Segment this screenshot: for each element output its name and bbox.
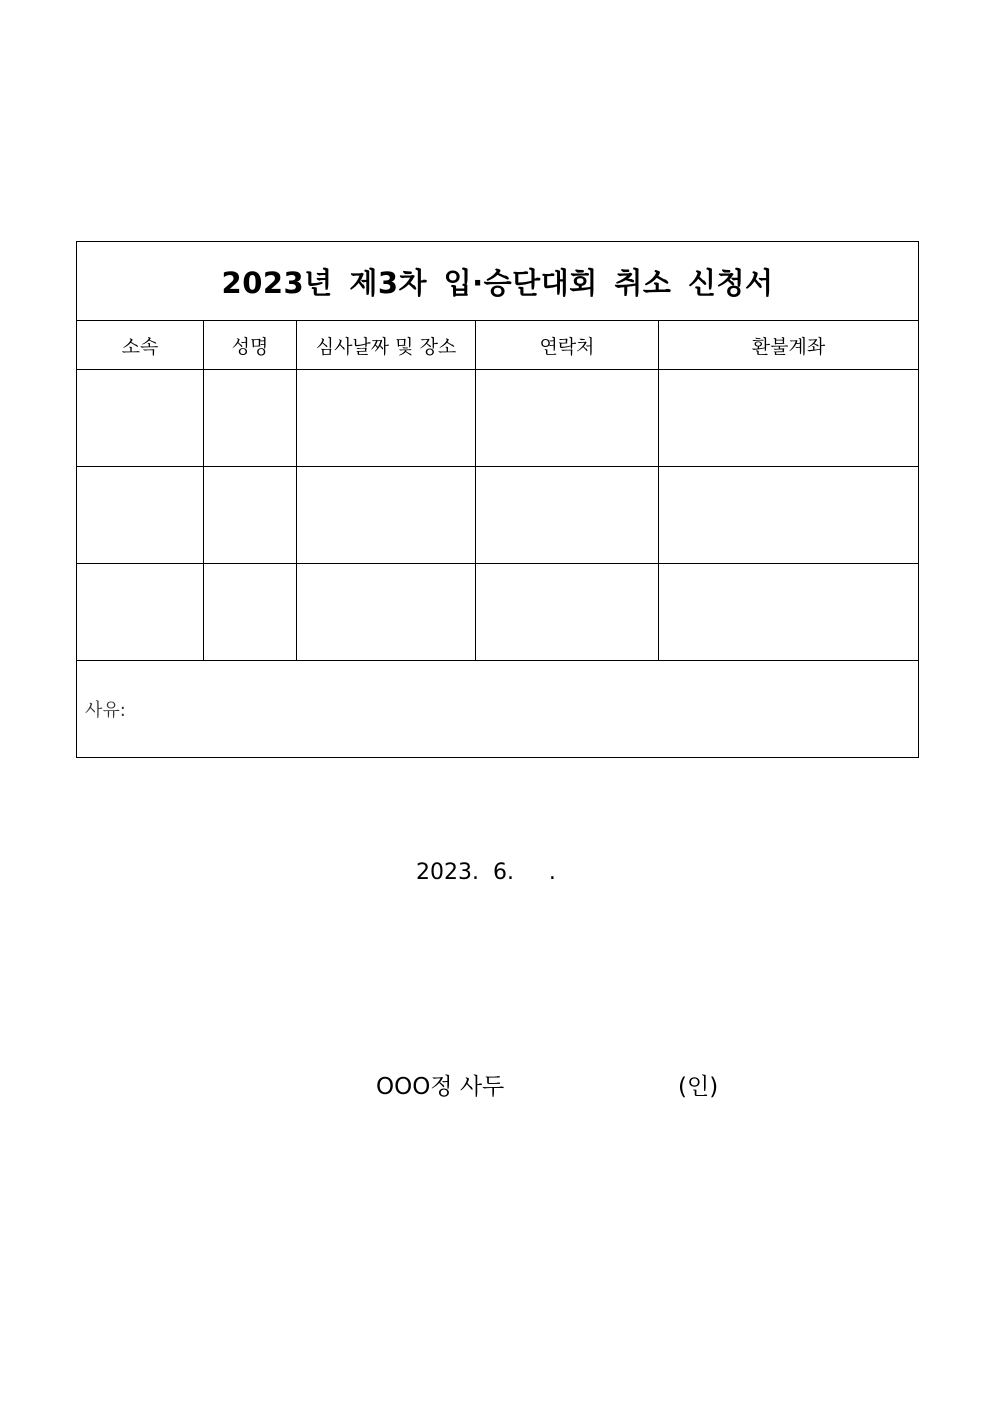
table-row — [77, 564, 919, 661]
column-header-name: 성명 — [204, 321, 297, 370]
exam-date-place-cell[interactable] — [297, 564, 476, 661]
table-row — [77, 467, 919, 564]
column-header-affiliation: 소속 — [77, 321, 204, 370]
refund-account-cell[interactable] — [659, 467, 919, 564]
affiliation-cell[interactable] — [77, 564, 204, 661]
reason-label: 사유: — [85, 700, 126, 721]
reason-field[interactable] — [77, 661, 919, 758]
signature-date: 2023. 6. . — [416, 860, 556, 885]
exam-date-place-cell[interactable] — [297, 370, 476, 467]
seal-mark: (인) — [678, 1074, 719, 1100]
cancellation-form-table — [76, 241, 919, 758]
contact-cell[interactable] — [476, 564, 659, 661]
contact-cell[interactable] — [476, 467, 659, 564]
column-header-refund-account: 환불계좌 — [659, 321, 919, 370]
form-title: 2023년 제3차 입·승단대회 취소 신청서 — [77, 242, 919, 321]
table-row — [77, 370, 919, 467]
contact-cell[interactable] — [476, 370, 659, 467]
signatory-name: OOO정 사두 — [376, 1074, 505, 1100]
name-cell[interactable] — [204, 564, 297, 661]
name-cell[interactable] — [204, 467, 297, 564]
exam-date-place-cell[interactable] — [297, 467, 476, 564]
header-row — [77, 321, 919, 370]
affiliation-cell[interactable] — [77, 467, 204, 564]
refund-account-cell[interactable] — [659, 370, 919, 467]
affiliation-cell[interactable] — [77, 370, 204, 467]
column-header-contact: 연락처 — [476, 321, 659, 370]
column-header-exam-date-place: 심사날짜 및 장소 — [297, 321, 476, 370]
refund-account-cell[interactable] — [659, 564, 919, 661]
name-cell[interactable] — [204, 370, 297, 467]
